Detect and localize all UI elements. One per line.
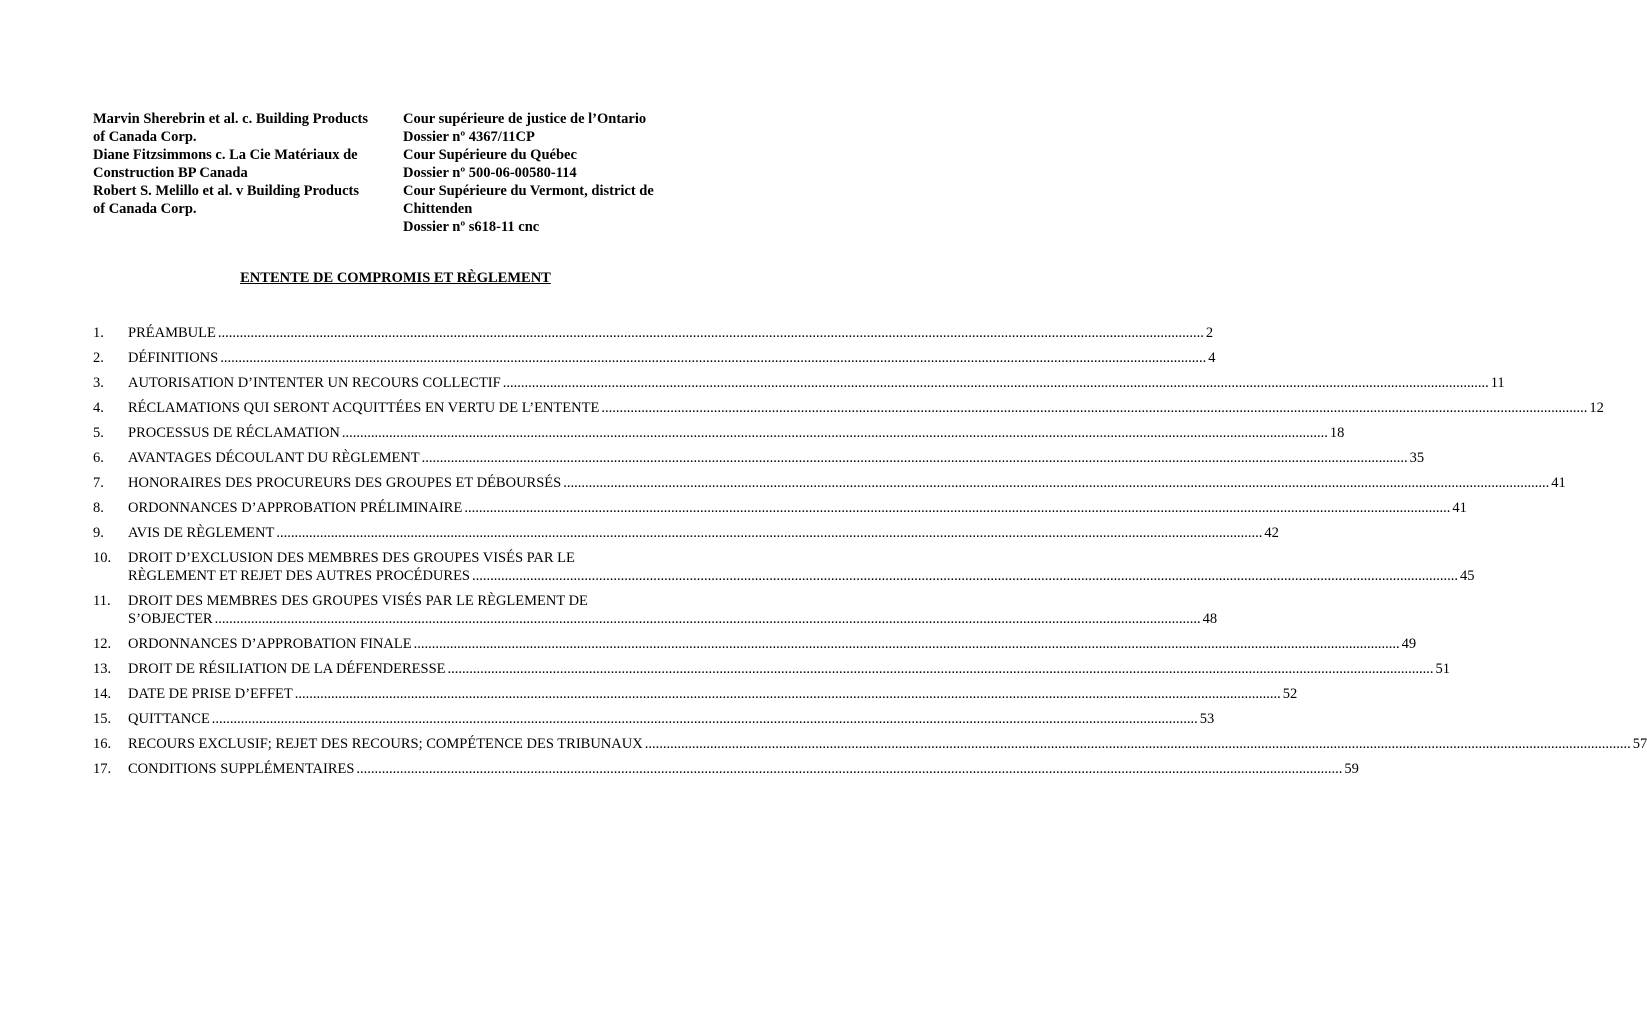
toc-number: 17.	[93, 761, 112, 777]
toc-page-number: 51	[1435, 661, 1451, 677]
toc-line	[128, 760, 1359, 778]
toc-title: HONORAIRES DES PROCUREURS DES GROUPES ET DÉBOURSÉS	[128, 475, 562, 491]
toc-title: DÉFINITIONS	[128, 350, 219, 366]
toc-entry[interactable]	[93, 735, 1647, 753]
toc-leader	[448, 660, 1434, 678]
toc-title: AVANTAGES DÉCOULANT DU RÈGLEMENT	[128, 450, 420, 466]
toc-leader	[503, 374, 1489, 392]
toc-page-number: 4	[1208, 350, 1216, 366]
toc-entry[interactable]	[93, 592, 1218, 628]
toc-entry[interactable]	[93, 710, 1215, 728]
party-line: Diane Fitzsimmons c. La Cie Matériaux de	[93, 147, 358, 163]
toc-leader	[422, 449, 1408, 467]
toc-page-number: 57	[1632, 736, 1647, 752]
toc-title: RÉCLAMATIONS QUI SERONT ACQUITTÉES EN VERTU DE L’ENTENTE	[128, 400, 600, 416]
toc-page-number: 18	[1329, 425, 1345, 441]
toc-line	[128, 567, 1475, 585]
toc-page-number: 59	[1344, 761, 1359, 777]
toc-line	[128, 635, 1416, 653]
toc-entry-body	[128, 324, 1213, 342]
toc-entry[interactable]	[93, 549, 1475, 585]
toc-page-number: 41	[1452, 500, 1467, 516]
toc-title: S’OBJECTER	[128, 611, 213, 627]
toc-line	[128, 374, 1505, 392]
toc-title: RECOURS EXCLUSIF; REJET DES RECOURS; COMPÉTENCE DES TRIBUNAUX	[128, 736, 643, 752]
toc-leader	[276, 524, 1262, 542]
party-line: Marvin Sherebrin et al. c. Building Products	[93, 111, 368, 127]
toc-entry[interactable]	[93, 374, 1505, 392]
toc-entry-body	[128, 524, 1279, 542]
toc-entry[interactable]	[93, 524, 1279, 542]
toc-line	[128, 499, 1467, 517]
table-of-contents	[93, 324, 1647, 785]
toc-entry[interactable]	[93, 474, 1566, 492]
toc-line	[128, 549, 1475, 567]
toc-leader	[472, 567, 1458, 585]
toc-line	[128, 735, 1647, 753]
toc-page-number: 48	[1202, 611, 1218, 627]
toc-entry-body	[128, 424, 1344, 442]
toc-title: AVIS DE RÈGLEMENT	[128, 525, 275, 541]
toc-title: ORDONNANCES D’APPROBATION FINALE	[128, 636, 412, 652]
toc-entry-body	[128, 592, 1217, 628]
court-files	[403, 110, 713, 236]
toc-entry[interactable]	[93, 499, 1467, 517]
toc-number: 10.	[93, 550, 112, 566]
toc-leader	[645, 735, 1631, 753]
toc-title: ORDONNANCES D’APPROBATION PRÉLIMINAIRE	[128, 500, 463, 516]
toc-line	[128, 399, 1604, 417]
toc-entry[interactable]	[93, 685, 1298, 703]
party-line: Robert S. Melillo et al. v Building Products	[93, 183, 359, 199]
toc-number: 14.	[93, 686, 112, 702]
toc-entry[interactable]	[93, 424, 1345, 442]
toc-page-number: 12	[1589, 400, 1604, 416]
toc-number: 8.	[93, 500, 104, 516]
toc-leader	[212, 710, 1198, 728]
toc-line	[128, 660, 1450, 678]
toc-number: 15.	[93, 711, 112, 727]
toc-entry[interactable]	[93, 449, 1425, 467]
toc-line	[128, 474, 1566, 492]
toc-page-number: 35	[1409, 450, 1425, 466]
toc-leader	[220, 349, 1206, 367]
toc-leader	[295, 685, 1281, 703]
toc-entry[interactable]	[93, 660, 1451, 678]
toc-entry-body	[128, 449, 1424, 467]
toc-entry-body	[128, 474, 1566, 492]
toc-entry-body	[128, 549, 1475, 585]
toc-entry-body	[128, 374, 1505, 392]
toc-entry-body	[128, 660, 1450, 678]
party-line: Construction BP Canada	[93, 165, 248, 181]
toc-leader	[218, 324, 1204, 342]
toc-leader	[215, 610, 1201, 628]
toc-number: 4.	[93, 400, 104, 416]
toc-leader	[464, 499, 1450, 517]
court-line: Dossier nº 4367/11CP	[403, 129, 535, 145]
toc-line	[128, 349, 1215, 367]
toc-number: 3.	[93, 375, 104, 391]
toc-title: RÈGLEMENT ET REJET DES AUTRES PROCÉDURES	[128, 568, 470, 584]
toc-line	[128, 324, 1213, 342]
toc-number: 2.	[93, 350, 104, 366]
toc-title: CONDITIONS SUPPLÉMENTAIRES	[128, 761, 355, 777]
court-line: Cour Supérieure du Vermont, district de	[403, 183, 654, 199]
toc-leader	[342, 424, 1328, 442]
toc-entry[interactable]	[93, 349, 1216, 367]
toc-line	[128, 710, 1214, 728]
toc-line	[128, 524, 1279, 542]
toc-line	[128, 449, 1424, 467]
toc-leader	[356, 760, 1342, 778]
court-line: Dossier nº 500-06-00580-114	[403, 165, 577, 181]
toc-entry-body	[128, 710, 1214, 728]
toc-title: PRÉAMBULE	[128, 325, 216, 341]
toc-entry-body	[128, 399, 1604, 417]
toc-entry[interactable]	[93, 760, 1359, 778]
toc-number: 11.	[93, 593, 111, 609]
toc-entry-body	[128, 499, 1467, 517]
toc-entry-body	[128, 685, 1297, 703]
toc-number: 12.	[93, 636, 112, 652]
toc-title: QUITTANCE	[128, 711, 210, 727]
toc-page-number: 52	[1282, 686, 1298, 702]
toc-title: DATE DE PRISE D’EFFET	[128, 686, 293, 702]
toc-title: PROCESSUS DE RÉCLAMATION	[128, 425, 340, 441]
toc-page-number: 2	[1205, 325, 1214, 341]
toc-line	[128, 424, 1344, 442]
court-line: Dossier nº s618-11 cnc	[403, 219, 540, 235]
toc-page-number: 45	[1460, 568, 1475, 584]
court-line: Cour Supérieure du Québec	[403, 147, 577, 163]
toc-number: 16.	[93, 736, 112, 752]
toc-number: 9.	[93, 525, 104, 541]
toc-leader	[414, 635, 1400, 653]
toc-title: DROIT D’EXCLUSION DES MEMBRES DES GROUPES VISÉS PAR LE	[128, 550, 575, 566]
toc-leader	[563, 474, 1549, 492]
court-line: Chittenden	[403, 201, 473, 217]
toc-page-number: 49	[1401, 636, 1417, 652]
court-line: Cour supérieure de justice de l’Ontario	[403, 111, 647, 127]
toc-number: 6.	[93, 450, 104, 466]
toc-number: 7.	[93, 475, 104, 491]
toc-page-number: 42	[1264, 525, 1279, 541]
toc-entry[interactable]	[93, 324, 1214, 342]
toc-page-number: 53	[1199, 711, 1215, 727]
toc-entry[interactable]	[93, 635, 1417, 653]
toc-leader	[601, 399, 1587, 417]
toc-entry-body	[128, 635, 1416, 653]
toc-entry-body	[128, 760, 1359, 778]
toc-entry-body	[128, 735, 1647, 753]
toc-number: 5.	[93, 425, 104, 441]
toc-number: 1.	[93, 325, 104, 341]
party-line: of Canada Corp.	[93, 201, 197, 217]
toc-line	[128, 610, 1217, 628]
toc-entry-body	[128, 349, 1215, 367]
toc-page-number: 41	[1551, 475, 1566, 491]
toc-entry[interactable]	[93, 399, 1604, 417]
toc-line	[128, 592, 1217, 610]
toc-title: DROIT DES MEMBRES DES GROUPES VISÉS PAR LE RÈGLEMENT DE	[128, 593, 588, 609]
toc-line	[128, 685, 1297, 703]
document-title: ENTENTE DE COMPROMIS ET RÈGLEMENT	[240, 270, 551, 286]
party-line: of Canada Corp.	[93, 129, 197, 145]
case-parties	[93, 110, 393, 218]
toc-title: DROIT DE RÉSILIATION DE LA DÉFENDERESSE	[128, 661, 446, 677]
toc-page-number: 11	[1490, 375, 1505, 391]
toc-title: AUTORISATION D’INTENTER UN RECOURS COLLECTIF	[128, 375, 501, 391]
toc-number: 13.	[93, 661, 112, 677]
